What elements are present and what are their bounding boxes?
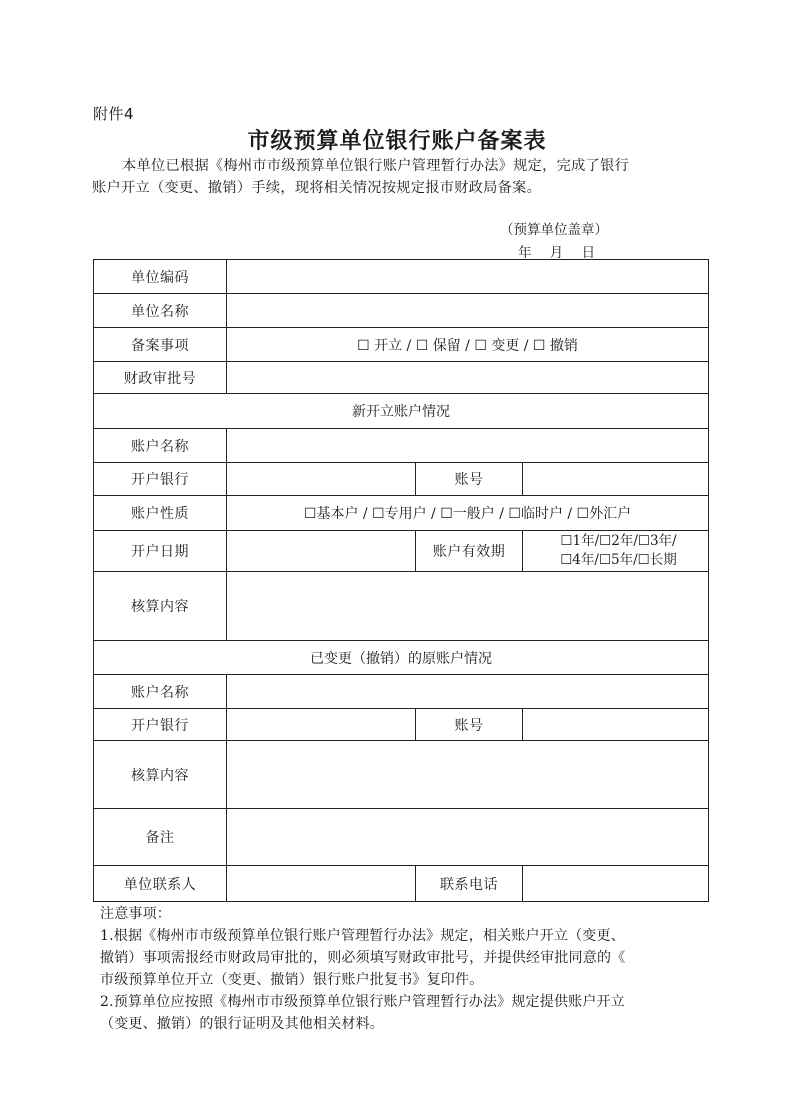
- note-item-2-line-2: （变更、撤销）的银行证明及其他相关材料。: [100, 1016, 384, 1032]
- validity-label: 账户有效期: [416, 531, 523, 572]
- accounting-content-field[interactable]: [227, 572, 709, 641]
- new-account-section-title: 新开立账户情况: [94, 394, 709, 429]
- old-account-name-label: 账户名称: [94, 675, 227, 709]
- contact-phone-field[interactable]: [523, 866, 709, 902]
- finance-approval-field[interactable]: [227, 362, 709, 394]
- note-item-2-line-1: 2.预算单位应按照《梅州市市级预算单位银行账户管理暂行办法》规定提供账户开立: [100, 994, 625, 1010]
- bank-label: 开户银行: [94, 463, 227, 496]
- note-item-1-line-3: 市级预算单位开立（变更、撤销）银行账户批复书》复印件。: [100, 972, 484, 988]
- row-open-date: [94, 531, 709, 572]
- unit-code-field[interactable]: [227, 260, 709, 294]
- contact-person-field[interactable]: [227, 866, 416, 902]
- old-account-name-field[interactable]: [227, 675, 709, 709]
- old-accounting-content-label: 核算内容: [94, 741, 227, 809]
- row-contact: [94, 866, 709, 902]
- attachment-label: 附件4: [93, 105, 135, 123]
- intro-line-1: 本单位已根据《梅州市市级预算单位银行账户管理暂行办法》规定，完成了银行: [122, 158, 630, 174]
- old-account-no-field[interactable]: [523, 709, 709, 741]
- unit-name-label: 单位名称: [94, 294, 227, 328]
- bank-field[interactable]: [227, 463, 416, 496]
- filing-form-table: [93, 259, 709, 902]
- validity-options[interactable]: [523, 531, 709, 572]
- note-item-1-line-1: 1.根据《梅州市市级预算单位银行账户管理暂行办法》规定，相关账户开立（变更、: [100, 928, 625, 944]
- account-name-label: 账户名称: [94, 429, 227, 463]
- old-bank-field[interactable]: [227, 709, 416, 741]
- old-bank-label: 开户银行: [94, 709, 227, 741]
- date-line: 年 月 日: [518, 245, 596, 261]
- page-title: 市级预算单位银行账户备案表: [247, 128, 547, 154]
- row-finance-approval: [94, 362, 709, 394]
- intro-line-2: 账户开立（变更、撤销）手续，现将相关情况按规定报市财政局备案。: [92, 180, 542, 196]
- contact-person-label: 单位联系人: [94, 866, 227, 902]
- old-accounting-content-field[interactable]: [227, 741, 709, 809]
- old-account-section-title: 已变更（撤销）的原账户情况: [94, 641, 709, 675]
- contact-phone-label: 联系电话: [416, 866, 523, 902]
- row-old-account-name: [94, 675, 709, 709]
- unit-name-field[interactable]: [227, 294, 709, 328]
- validity-line-1: ☐1年/☐2年/☐3年/: [560, 533, 677, 549]
- validity-line-2: ☐4年/☐5年/☐长期: [560, 552, 677, 568]
- old-account-no-label: 账号: [416, 709, 523, 741]
- row-accounting-content: [94, 572, 709, 641]
- remarks-field[interactable]: [227, 809, 709, 866]
- row-account-type: [94, 496, 709, 531]
- account-name-field[interactable]: [227, 429, 709, 463]
- row-unit-code: [94, 260, 709, 294]
- seal-note: （预算单位盖章）: [500, 222, 608, 238]
- row-new-section-title: [94, 394, 709, 429]
- row-filing-item: [94, 328, 709, 362]
- open-date-label: 开户日期: [94, 531, 227, 572]
- account-type-label: 账户性质: [94, 496, 227, 531]
- notes-heading: 注意事项：: [100, 906, 171, 922]
- notes-section: [100, 903, 712, 1035]
- remarks-label: 备注: [94, 809, 227, 866]
- row-old-section-title: [94, 641, 709, 675]
- filing-item-label: 备案事项: [94, 328, 227, 362]
- accounting-content-label: 核算内容: [94, 572, 227, 641]
- account-type-options[interactable]: ☐基本户 / ☐专用户 / ☐一般户 / ☐临时户 / ☐外汇户: [227, 496, 709, 531]
- row-old-bank: [94, 709, 709, 741]
- row-remarks: [94, 809, 709, 866]
- open-date-field[interactable]: [227, 531, 416, 572]
- finance-approval-label: 财政审批号: [94, 362, 227, 394]
- note-item-1-line-2: 撤销）事项需报经市财政局审批的，则必须填写财政审批号，并提供经审批同意的《: [100, 950, 626, 966]
- unit-code-label: 单位编码: [94, 260, 227, 294]
- row-bank: [94, 463, 709, 496]
- intro-paragraph: [92, 155, 704, 199]
- row-account-name: [94, 429, 709, 463]
- account-no-label: 账号: [416, 463, 523, 496]
- row-old-accounting-content: [94, 741, 709, 809]
- filing-item-options[interactable]: ☐ 开立 / ☐ 保留 / ☐ 变更 / ☐ 撤销: [227, 328, 709, 362]
- account-no-field[interactable]: [523, 463, 709, 496]
- row-unit-name: [94, 294, 709, 328]
